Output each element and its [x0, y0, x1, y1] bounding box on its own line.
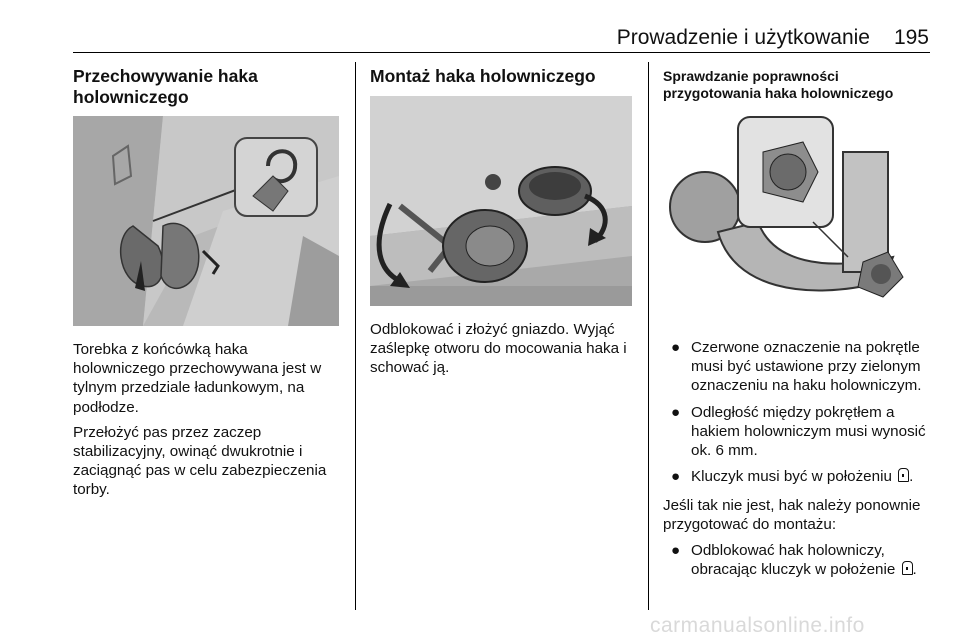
lock-open-icon: [898, 468, 909, 482]
bullet-icon: ●: [671, 403, 681, 421]
section-heading-mounting: Montaż haka holowniczego: [370, 66, 596, 86]
page-header-title: Prowadzenie i użytkowanie: [616, 26, 870, 49]
list-item: ● Odległość między pokrętłem a hakiem holowniczym musi wynosić ok. 6 mm.: [671, 403, 926, 460]
list-item: ● Odblokować hak holowniczy, obracając kluczyk w położenie .: [671, 542, 917, 579]
lock-open-icon: [902, 561, 913, 575]
trunk-storage-illustration: [73, 116, 339, 326]
bullet-icon: ●: [671, 542, 681, 559]
header-rule: [73, 52, 930, 53]
watermark: carmanualsonline.info: [650, 614, 865, 637]
paragraph: Przełożyć pas przez zaczep stabilizacyjny, owinąć dwukrotnie i zaciągnąć pas w celu zabezpieczenia torby.: [73, 423, 327, 499]
section-heading-check: Sprawdzanie poprawności przygotowania haka holowniczego: [663, 68, 894, 101]
unlock-bullet-list: [663, 541, 930, 586]
paragraph: Odblokować i złożyć gniazdo. Wyjąć zaślepkę otworu do mocowania haka i schować ją.: [370, 321, 627, 377]
section-heading-storage: Przechowywanie haka holowniczego: [73, 66, 258, 107]
storage-text: [73, 340, 343, 506]
list-item: ● Czerwone oznaczenie na pokrętle musi być ustawione przy zielonym oznaczeniu na haku holowniczym.: [671, 339, 922, 395]
tow-hook-illustration: [663, 112, 925, 322]
page-number: 195: [893, 26, 929, 49]
mounting-text: [370, 320, 635, 384]
bullet-icon: ●: [671, 339, 681, 356]
column-divider: [648, 62, 649, 610]
paragraph: Torebka z końcówką haka holowniczego przechowywana jest w tylnym przedziale ładunkowym, na podłodze.: [73, 341, 322, 416]
paragraph: Jeśli tak nie jest, hak należy ponownie przygotować do montażu:: [663, 497, 921, 534]
check-bullet-list: [663, 338, 930, 493]
bullet-icon: ●: [671, 468, 681, 486]
socket-illustration: [370, 96, 632, 306]
column-divider: [355, 62, 356, 610]
check-text: [663, 496, 930, 540]
list-item: ● Kluczyk musi być w położeniu .: [671, 468, 914, 486]
